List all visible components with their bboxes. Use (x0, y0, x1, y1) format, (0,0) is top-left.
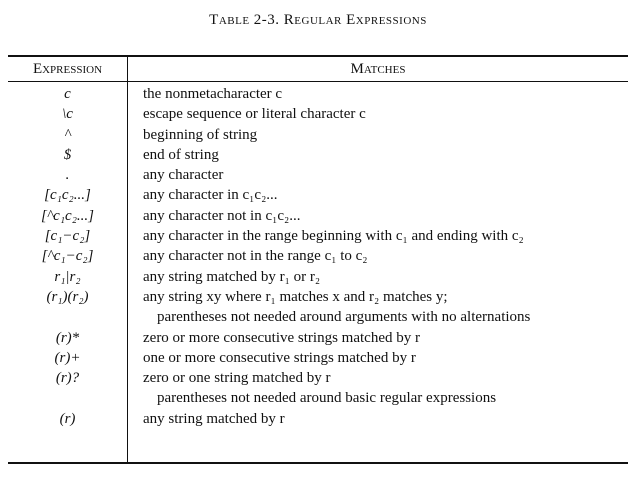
table-row (8, 125, 628, 145)
matches-cell: any string matched by r (143, 410, 285, 427)
matches-cell: one or more consecutive strings matched by r (143, 349, 416, 366)
expression-cell: (r₁)(r₂) (46, 288, 89, 305)
table-row (8, 84, 628, 104)
expression-cell: r₁|r₂ (54, 268, 81, 285)
matches-cell: parentheses not needed around basic regular expressions (157, 390, 497, 407)
expression-cell: [c₁−c₂] (44, 228, 91, 245)
matches-cell: escape sequence or literal character c (143, 106, 366, 123)
table-row (8, 328, 628, 348)
table-row (8, 368, 628, 388)
matches-cell: zero or more consecutive strings matched by r (143, 329, 420, 346)
table-row (8, 165, 628, 185)
matches-cell: parentheses not needed around arguments with no alternations (157, 309, 531, 326)
table-row (8, 246, 628, 266)
table-row (8, 267, 628, 287)
matches-cell: any character not in c₁c₂... (143, 207, 301, 224)
expression-cell: [^c₁−c₂] (41, 248, 94, 265)
expression-cell: \c (62, 106, 73, 123)
expression-cell: (r)? (55, 370, 80, 387)
matches-cell: beginning of string (143, 126, 258, 143)
header-matches: Matches (350, 61, 406, 77)
expression-cell: . (65, 167, 70, 184)
expression-cell: ^ (64, 126, 71, 143)
matches-cell: any string matched by r₁ or r₂ (143, 268, 321, 285)
expression-cell: (r)* (55, 329, 80, 346)
header-rule (8, 81, 628, 82)
matches-cell: any character not in the range c₁ to c₂ (143, 248, 368, 265)
matches-cell: any character (143, 167, 224, 184)
header-expression: Expression (32, 61, 103, 77)
table-row (8, 104, 628, 124)
matches-cell: any character in the range beginning with c₁ and ending with c₂ (143, 228, 524, 245)
table-title: Table 2-3. Regular Expressions (209, 12, 427, 28)
table-row (8, 287, 628, 307)
table-body (8, 84, 628, 429)
matches-cell: the nonmetacharacter c (143, 86, 283, 102)
table-row (8, 226, 628, 246)
table-row (8, 206, 628, 226)
expression-cell: c (64, 86, 71, 102)
matches-cell: zero or one string matched by r (143, 370, 331, 387)
expression-cell: (r) (59, 410, 76, 427)
matches-cell: any character in c₁c₂... (143, 187, 278, 204)
table-row (8, 145, 628, 165)
top-rule (8, 55, 628, 57)
expression-cell: (r)+ (54, 349, 81, 366)
bottom-rule (8, 462, 628, 464)
expression-cell: [c₁c₂...] (44, 187, 91, 204)
table-row (8, 348, 628, 368)
table-row (8, 185, 628, 205)
matches-cell: any string xy where r₁ matches x and r₂ matches y; (143, 288, 448, 305)
matches-cell: end of string (143, 146, 219, 163)
table-row (8, 409, 628, 429)
table-row (8, 307, 628, 327)
expression-cell: $ (63, 146, 72, 163)
table-row (8, 388, 628, 408)
expression-cell: [^c₁c₂...] (41, 207, 94, 224)
